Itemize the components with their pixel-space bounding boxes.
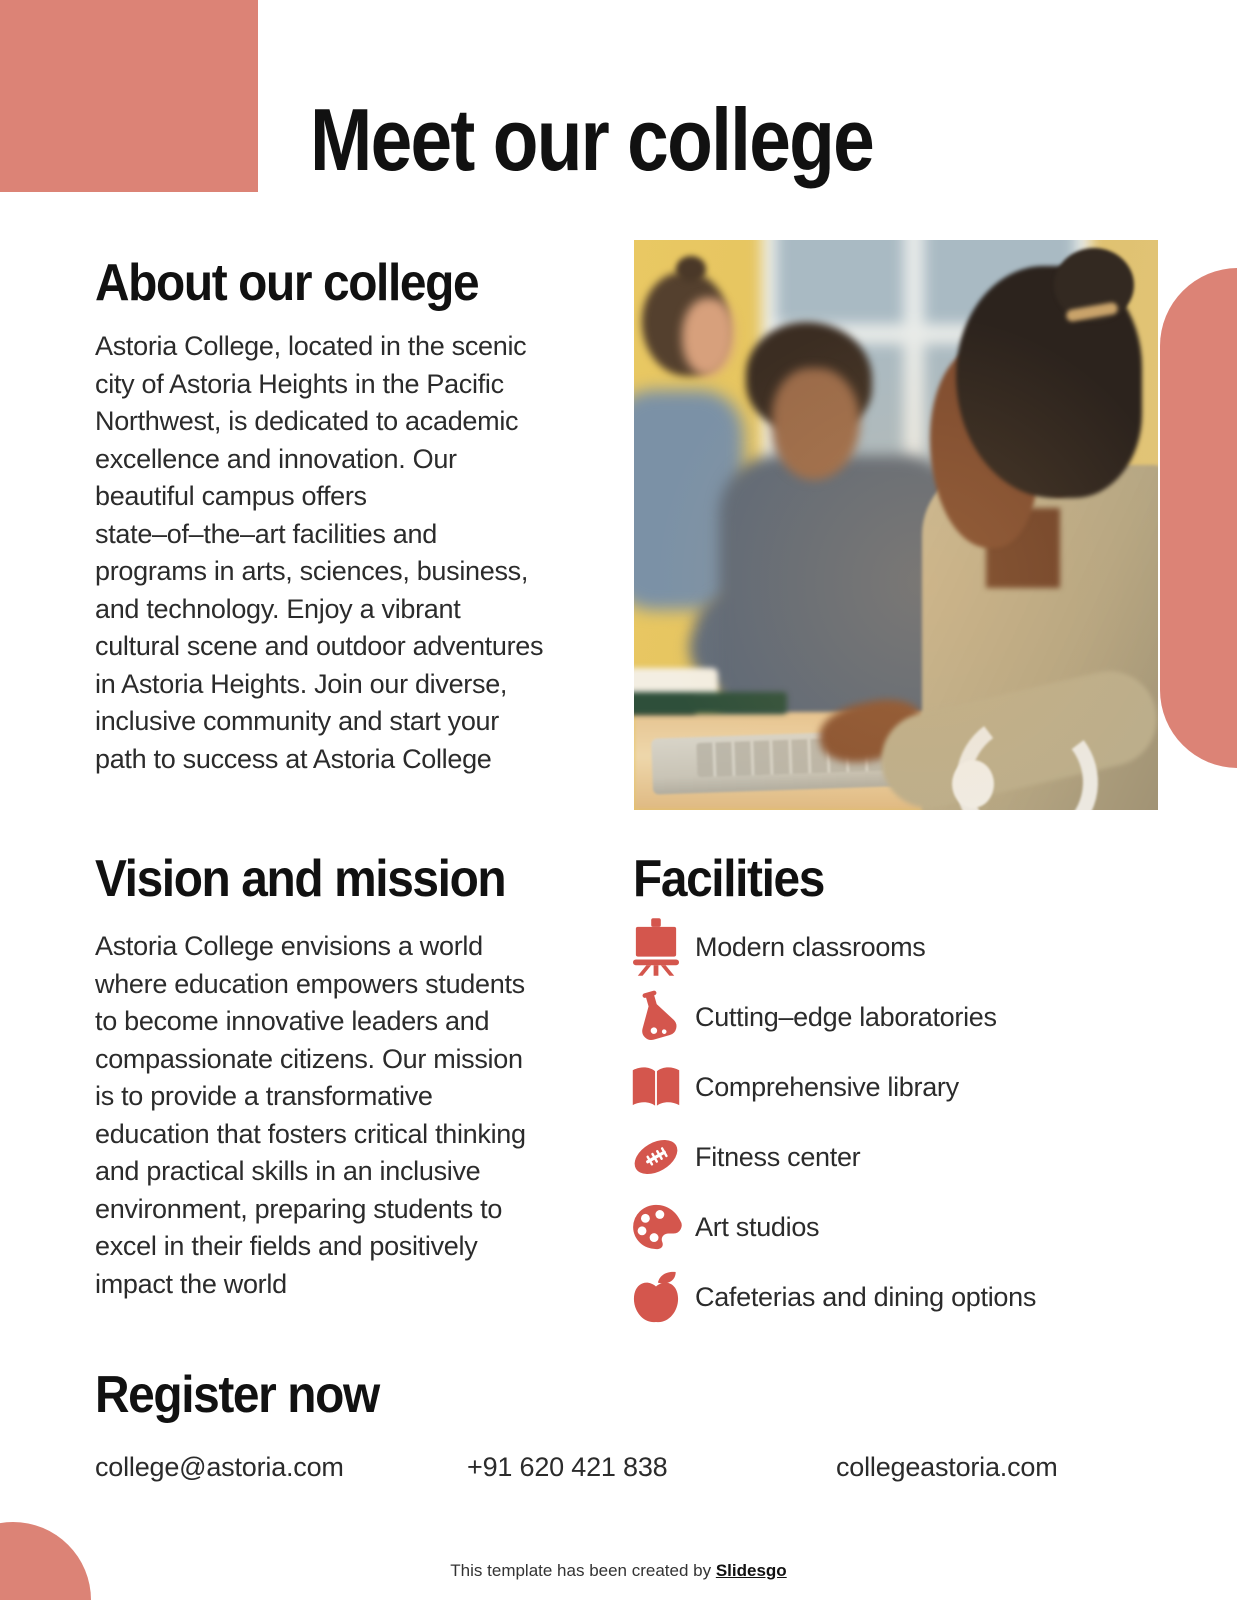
text-line: is to provide a transformative bbox=[95, 1081, 433, 1111]
contact-phone: +91 620 421 838 bbox=[467, 1452, 668, 1482]
about-heading: About our college bbox=[95, 254, 479, 312]
text-line: to become innovative leaders and bbox=[95, 1006, 490, 1036]
facilities-heading: Facilities bbox=[633, 850, 824, 908]
facility-label: Art studios bbox=[695, 1212, 820, 1242]
contact-email: college@astoria.com bbox=[95, 1452, 344, 1482]
photo-light-overlay bbox=[634, 240, 1158, 810]
vision-heading: Vision and mission bbox=[95, 850, 506, 908]
page-title: Meet our college bbox=[310, 90, 874, 189]
slidesgo-link[interactable]: Slidesgo bbox=[715, 1561, 787, 1580]
vision-paragraph bbox=[95, 928, 526, 1303]
text-line: Astoria College, located in the scenic bbox=[95, 331, 527, 361]
text-line: where education empowers students bbox=[95, 968, 525, 999]
footer-text: This template has been created by bbox=[450, 1561, 716, 1580]
text-line: city of Astoria Heights in the Pacific bbox=[95, 368, 504, 399]
facility-label: Fitness center bbox=[695, 1142, 861, 1172]
text-line: excellence and innovation. Our bbox=[95, 443, 457, 474]
facility-row bbox=[630, 1198, 1190, 1256]
text-line: and technology. Enjoy a vibrant bbox=[95, 593, 461, 624]
text-line: and practical skills in an inclusive bbox=[95, 1156, 481, 1186]
facility-row bbox=[630, 918, 1190, 976]
palette-icon bbox=[630, 1198, 682, 1256]
footer-credit bbox=[0, 1561, 1237, 1581]
text-line: environment, preparing students to bbox=[95, 1193, 503, 1224]
students-photo bbox=[634, 240, 1158, 810]
facility-label: Cutting–edge laboratories bbox=[695, 1002, 997, 1032]
text-line: cultural scene and outdoor adventures bbox=[95, 631, 544, 661]
register-heading: Register now bbox=[95, 1366, 379, 1424]
facility-row bbox=[630, 1128, 1190, 1186]
text-line: state–of–the–art facilities and bbox=[95, 518, 437, 549]
text-line: inclusive community and start your bbox=[95, 706, 499, 736]
text-line: in Astoria Heights. Join our diverse, bbox=[95, 668, 508, 699]
text-line: programs in arts, sciences, business, bbox=[95, 556, 529, 586]
text-line: beautiful campus offers bbox=[95, 481, 367, 511]
apple-icon bbox=[630, 1268, 682, 1326]
easel-icon bbox=[630, 918, 682, 976]
text-line: education that fosters critical thinking bbox=[95, 1118, 526, 1149]
facility-label: Cafeterias and dining options bbox=[695, 1282, 1037, 1312]
open-book-icon bbox=[630, 1058, 682, 1116]
facility-label: Comprehensive library bbox=[695, 1072, 959, 1102]
flask-icon bbox=[630, 988, 682, 1046]
text-line: excel in their fields and positively bbox=[95, 1231, 478, 1261]
facility-label: Modern classrooms bbox=[695, 932, 926, 962]
about-paragraph bbox=[95, 328, 543, 778]
text-line: Astoria College envisions a world bbox=[95, 931, 483, 961]
football-icon bbox=[630, 1128, 682, 1186]
text-line: compassionate citizens. Our mission bbox=[95, 1043, 523, 1074]
facility-row bbox=[630, 1268, 1190, 1326]
side-pill-shape bbox=[1160, 268, 1237, 768]
text-line: Northwest, is dedicated to academic bbox=[95, 406, 519, 436]
facility-row bbox=[630, 988, 1190, 1046]
corner-rectangle-shape bbox=[0, 0, 258, 192]
text-line: impact the world bbox=[95, 1268, 287, 1299]
facility-row bbox=[630, 1058, 1190, 1116]
text-line: path to success at Astoria College bbox=[95, 743, 492, 774]
contact-website: collegeastoria.com bbox=[836, 1452, 1058, 1482]
